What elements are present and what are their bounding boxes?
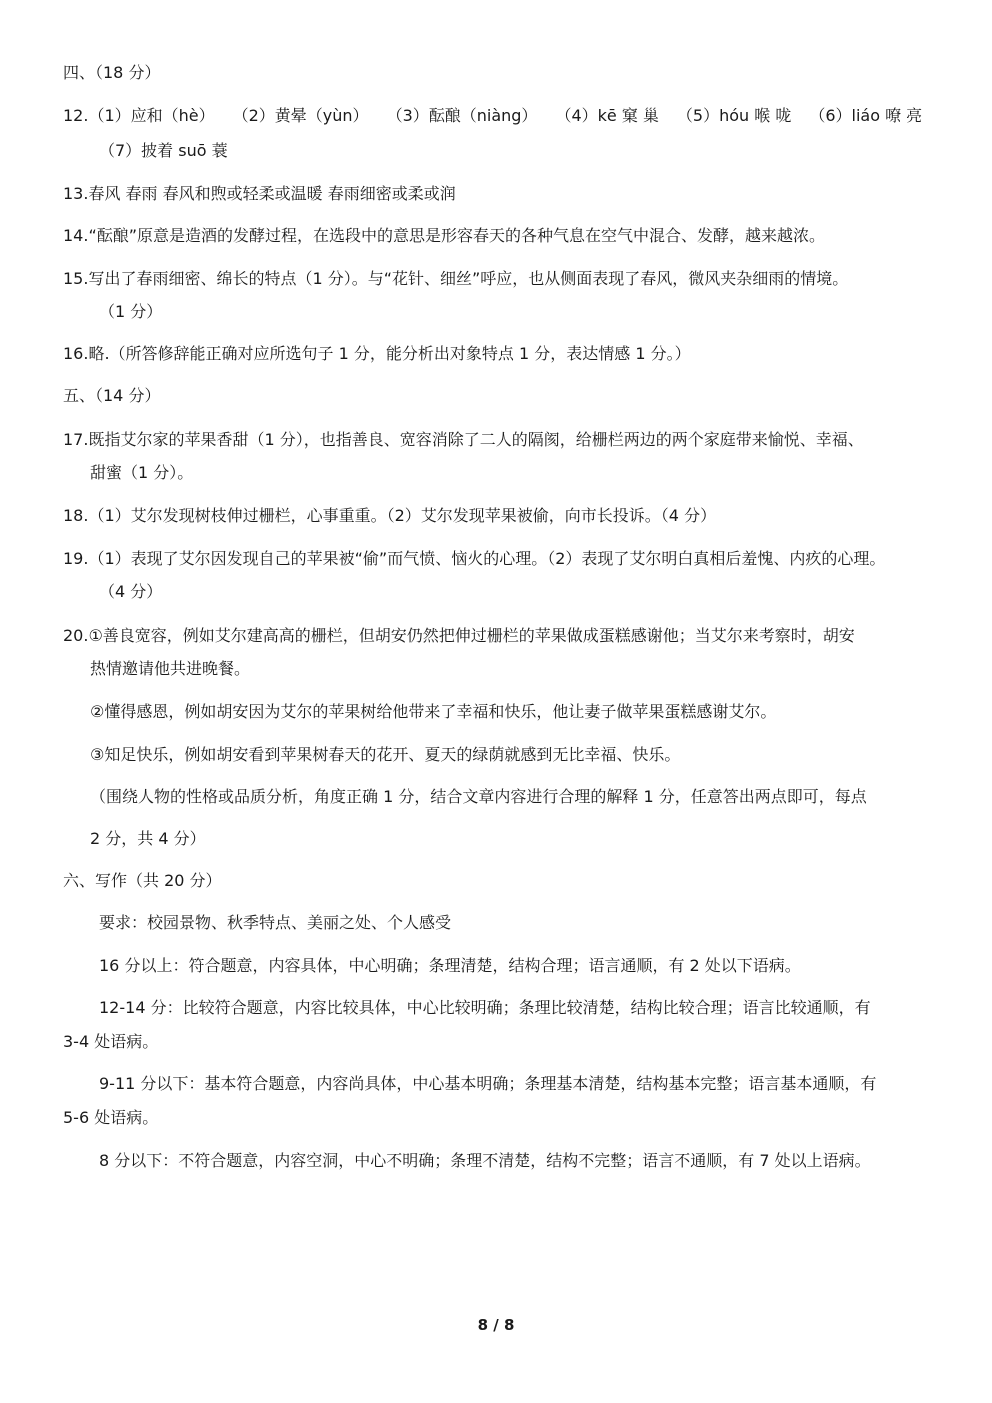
section-5-heading: 五、（14 分）	[63, 386, 161, 405]
answer-20-note-line1: （围绕人物的性格或品质分析，角度正确 1 分，结合文章内容进行合理的解释 1 分，任意答出两点即可，每点	[90, 787, 867, 806]
answer-16: 16.略.（所答修辞能正确对应所选句子 1 分，能分析出对象特点 1 分，表达情感 1 分。）	[63, 344, 691, 363]
answer-17-line2: 甜蜜（1 分）。	[90, 463, 194, 482]
answer-18: 18.（1）艾尔发现树枝伸过栅栏，心事重重。（2）艾尔发现苹果被偷，向市长投诉。（4 分）	[63, 506, 717, 525]
writing-grade-8-below: 8 分以下：不符合题意，内容空洞，中心不明确；条理不清楚，结构不完整；语言不通顺，有 7 处以上语病。	[99, 1151, 871, 1170]
answer-12-item1: （1）应和（hè）	[88, 106, 215, 125]
answer-15-line2: （1 分）	[99, 302, 163, 321]
answer-12-line1	[63, 105, 963, 127]
answer-19-line2: （4 分）	[99, 582, 163, 601]
page-number: 8 / 8	[477, 1316, 515, 1334]
section-6-heading: 六、写作（共 20 分）	[63, 871, 222, 890]
answer-12-item2: （2）黄晕（yùn）	[232, 106, 369, 125]
answer-15-line1: 15.写出了春雨细密、绵长的特点（1 分）。与“花针、细丝”呼应，也从侧面表现了春风，微风夹杂细雨的情境。	[63, 269, 849, 288]
writing-grade-9-11-line2: 5-6 处语病。	[63, 1108, 159, 1127]
section-4-heading: 四、（18 分）	[63, 63, 161, 82]
answer-14: 14.“酝酿”原意是造酒的发酵过程，在选段中的意思是形容春天的各种气息在空气中混合、发酵，越来越浓。	[63, 226, 826, 245]
writing-requirements: 要求：校园景物、秋季特点、美丽之处、个人感受	[99, 913, 452, 932]
writing-grade-12-14-line1: 12-14 分：比较符合题意，内容比较具体，中心比较明确；条理比较清楚，结构比较合理；语言比较通顺，有	[99, 998, 871, 1017]
writing-grade-16-plus: 16 分以上：符合题意，内容具体，中心明确；条理清楚，结构合理；语言通顺，有 2 处以下语病。	[99, 956, 801, 975]
answer-20-point2: ②懂得感恩，例如胡安因为艾尔的苹果树给他带来了幸福和快乐，他让妻子做苹果蛋糕感谢艾尔。	[90, 702, 777, 721]
answer-20-line1: 20.①善良宽容，例如艾尔建高高的栅栏，但胡安仍然把伸过栅栏的苹果做成蛋糕感谢他；当艾尔来考察时，胡安	[63, 626, 855, 645]
answer-19-line1: 19.（1）表现了艾尔因发现自己的苹果被“偷”而气愤、恼火的心理。（2）表现了艾尔明白真相后羞愧、内疚的心理。	[63, 549, 886, 568]
writing-grade-12-14-line2: 3-4 处语病。	[63, 1032, 159, 1051]
answer-13: 13.春风 春雨 春风和煦或轻柔或温暖 春雨细密或柔或润	[63, 184, 456, 203]
writing-grade-9-11-line1: 9-11 分以下：基本符合题意，内容尚具体，中心基本明确；条理基本清楚，结构基本完整；语言基本通顺，有	[99, 1074, 877, 1093]
answer-12-item5: （5）hóu 喉 咙	[676, 106, 792, 125]
answer-12-item4: （4）kē 窠 巢	[555, 106, 659, 125]
answer-12-item6: （6）liáo 嘹 亮	[809, 106, 923, 125]
answer-12-item3: （3）酝酿（niàng）	[386, 106, 538, 125]
answer-20-line2: 热情邀请他共进晚餐。	[90, 659, 251, 678]
answer-12-number: 12.	[63, 106, 89, 125]
answer-20-note-line2: 2 分，共 4 分）	[90, 829, 206, 848]
answer-17-line1: 17.既指艾尔家的苹果香甜（1 分），也指善良、宽容消除了二人的隔阂，给栅栏两边的两个家庭带来愉悦、幸福、	[63, 430, 864, 449]
answer-12-item7: （7）披着 suō 蓑	[99, 141, 228, 160]
answer-20-point3: ③知足快乐，例如胡安看到苹果树春天的花开、夏天的绿荫就感到无比幸福、快乐。	[90, 745, 681, 764]
